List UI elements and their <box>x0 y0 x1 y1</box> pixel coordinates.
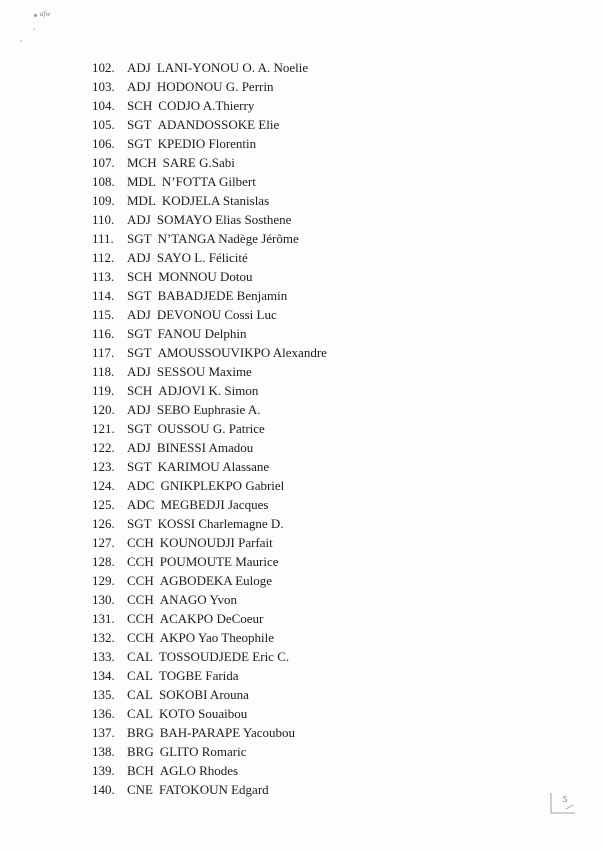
entry-name: AKPO Yao Theophile <box>159 630 274 645</box>
entry-rank: ADJ <box>127 402 151 417</box>
entry-rank: CAL <box>127 706 153 721</box>
entry-rank: SGT <box>127 345 152 360</box>
entry-number: 115. <box>92 307 115 322</box>
entry-number: 105. <box>92 117 115 132</box>
entry-number: 107. <box>92 155 115 170</box>
list-item <box>92 210 327 229</box>
entry-rank: CCH <box>127 554 154 569</box>
entry-name: KARIMOU Alassane <box>157 459 270 474</box>
list-item <box>92 248 327 267</box>
entry-name: FATOKOUN Edgard <box>159 782 269 797</box>
entry-rank: CCH <box>127 611 154 626</box>
list-item <box>92 514 327 533</box>
entry-number: 118. <box>92 364 115 379</box>
entry-name: BAH-PARAPE Yacoubou <box>159 725 296 740</box>
entry-rank: CNE <box>127 782 153 797</box>
entry-name: KODJELA Stanislas <box>161 193 270 208</box>
entry-number: 116. <box>92 326 115 341</box>
entry-rank: CCH <box>127 573 154 588</box>
entry-number: 112. <box>92 250 115 265</box>
list-item <box>92 590 327 609</box>
list-item <box>92 438 327 457</box>
list-item <box>92 609 327 628</box>
list-item <box>92 267 327 286</box>
entry-rank: SGT <box>127 231 152 246</box>
entry-name: KOUNOUDJI Parfait <box>159 535 273 550</box>
entry-rank: ADJ <box>127 212 151 227</box>
entry-name: OUSSOU G. Patrice <box>157 421 265 436</box>
entry-number: 113. <box>92 269 115 284</box>
entry-number: 110. <box>92 212 115 227</box>
entry-number: 126. <box>92 516 115 531</box>
entry-name: ADANDOSSOKE Elie <box>157 117 280 132</box>
entry-rank: CAL <box>127 668 153 683</box>
entry-rank: SGT <box>127 117 152 132</box>
entry-number: 119. <box>92 383 115 398</box>
entry-name: MONNOU Dotou <box>158 269 253 284</box>
entry-number: 138. <box>92 744 115 759</box>
entry-name: AGLO Rhodes <box>159 763 239 778</box>
entry-name: DEVONOU Cossi Luc <box>156 307 277 322</box>
entry-number: 137. <box>92 725 115 740</box>
entry-name: KOSSI Charlemagne D. <box>157 516 284 531</box>
entry-rank: CCH <box>127 535 154 550</box>
entry-name: FANOU Delphin <box>157 326 247 341</box>
entry-rank: CCH <box>127 592 154 607</box>
entry-number: 106. <box>92 136 115 151</box>
entry-rank: MDL <box>127 174 156 189</box>
entry-rank: ADJ <box>127 364 151 379</box>
list-item <box>92 229 327 248</box>
entry-name: SARE G.Sabi <box>162 155 235 170</box>
entry-number: 103. <box>92 79 115 94</box>
list-item <box>92 419 327 438</box>
entry-rank: SGT <box>127 459 152 474</box>
entry-number: 108. <box>92 174 115 189</box>
page-number: 5 <box>563 795 567 804</box>
entry-number: 133. <box>92 649 115 664</box>
entry-rank: ADC <box>127 478 155 493</box>
entry-number: 129. <box>92 573 115 588</box>
entry-rank: MCH <box>127 155 157 170</box>
entry-name: ANAGO Yvon <box>159 592 238 607</box>
entry-number: 114. <box>92 288 115 303</box>
entry-rank: ADJ <box>127 60 151 75</box>
entry-name: N’FOTTA Gilbert <box>161 174 256 189</box>
list-item <box>92 362 327 381</box>
list-item <box>92 571 327 590</box>
entry-rank: SCH <box>127 269 153 284</box>
entry-number: 125. <box>92 497 115 512</box>
entry-number: 132. <box>92 630 115 645</box>
entry-number: 111. <box>92 231 114 246</box>
list-item <box>92 780 327 799</box>
entry-number: 135. <box>92 687 115 702</box>
entry-rank: MDL <box>127 193 156 208</box>
entry-name: TOGBE Farida <box>159 668 239 683</box>
entry-rank: SGT <box>127 421 152 436</box>
entry-name: HODONOU G. Perrin <box>156 79 274 94</box>
entry-name: ACAKPO DeCoeur <box>159 611 264 626</box>
entry-rank: SGT <box>127 326 152 341</box>
entry-number: 121. <box>92 421 115 436</box>
entry-name: POUMOUTE Maurice <box>159 554 279 569</box>
entry-number: 122. <box>92 440 115 455</box>
entry-name: BABADJEDE Benjamin <box>157 288 288 303</box>
list-item <box>92 134 327 153</box>
entry-name: GLITO Romaric <box>159 744 247 759</box>
entry-number: 136. <box>92 706 115 721</box>
list-item <box>92 533 327 552</box>
entry-rank: CAL <box>127 649 153 664</box>
entry-name: ADJOVI K. Simon <box>158 383 259 398</box>
entry-rank: BCH <box>127 763 154 778</box>
entry-number: 120. <box>92 402 115 417</box>
entry-rank: CAL <box>127 687 153 702</box>
entry-name: MEGBEDJI Jacques <box>160 497 269 512</box>
list-item <box>92 381 327 400</box>
list-item <box>92 58 327 77</box>
entry-name: AGBODEKA Euloge <box>159 573 273 588</box>
entry-name: AMOUSSOUVIKPO Alexandre <box>157 345 327 360</box>
list-item <box>92 647 327 666</box>
list-item <box>92 685 327 704</box>
list-item <box>92 723 327 742</box>
entry-name: BINESSI Amadou <box>156 440 254 455</box>
entry-name: LANI-YONOU O. A. Noelie <box>156 60 309 75</box>
entry-name: GNIKPLEKPO Gabriel <box>160 478 285 493</box>
list-item <box>92 628 327 647</box>
entry-number: 128. <box>92 554 115 569</box>
entry-name: SAYO L. Félicité <box>156 250 248 265</box>
entry-rank: ADC <box>127 497 155 512</box>
entry-rank: SGT <box>127 136 152 151</box>
entry-number: 140. <box>92 782 115 797</box>
entry-name: N’TANGA Nadège Jérôme <box>157 231 299 246</box>
entry-name: SOKOBI Arouna <box>159 687 249 702</box>
entry-number: 117. <box>92 345 115 360</box>
list-item <box>92 286 327 305</box>
list-item <box>92 153 327 172</box>
entry-number: 127. <box>92 535 115 550</box>
list-item <box>92 476 327 495</box>
list-item <box>92 324 327 343</box>
entry-name: SESSOU Maxime <box>156 364 252 379</box>
list-item <box>92 761 327 780</box>
entry-rank: ADJ <box>127 250 151 265</box>
list-item <box>92 96 327 115</box>
corner-annotation: afw <box>40 10 51 18</box>
list-item <box>92 343 327 362</box>
list-item <box>92 305 327 324</box>
entry-name: TOSSOUDJEDE Eric C. <box>159 649 290 664</box>
entry-number: 139. <box>92 763 115 778</box>
entry-rank: BRG <box>127 744 154 759</box>
scan-speck <box>20 40 22 42</box>
entry-rank: SGT <box>127 516 152 531</box>
list-item <box>92 172 327 191</box>
list-item <box>92 704 327 723</box>
entry-number: 130. <box>92 592 115 607</box>
entry-number: 123. <box>92 459 115 474</box>
entry-rank: SCH <box>127 98 153 113</box>
entry-rank: SCH <box>127 383 153 398</box>
list-item <box>92 191 327 210</box>
entry-rank: SGT <box>127 288 152 303</box>
list-item <box>92 552 327 571</box>
list-item <box>92 457 327 476</box>
entry-number: 104. <box>92 98 115 113</box>
entry-rank: BRG <box>127 725 154 740</box>
entry-number: 131. <box>92 611 115 626</box>
list-item <box>92 115 327 134</box>
entry-number: 134. <box>92 668 115 683</box>
scan-speck <box>33 28 35 30</box>
entry-number: 109. <box>92 193 115 208</box>
list-item <box>92 400 327 419</box>
entry-name: SOMAYO Elias Sosthene <box>156 212 292 227</box>
list-item <box>92 742 327 761</box>
personnel-list <box>92 58 327 799</box>
list-item <box>92 77 327 96</box>
entry-rank: ADJ <box>127 440 151 455</box>
entry-number: 124. <box>92 478 115 493</box>
entry-rank: CCH <box>127 630 154 645</box>
entry-name: KOTO Souaibou <box>159 706 248 721</box>
entry-name: KPEDIO Florentin <box>157 136 257 151</box>
list-item <box>92 495 327 514</box>
list-item <box>92 666 327 685</box>
entry-name: CODJO A.Thierry <box>158 98 255 113</box>
entry-rank: ADJ <box>127 307 151 322</box>
entry-number: 102. <box>92 60 115 75</box>
entry-rank: ADJ <box>127 79 151 94</box>
entry-name: SEBO Euphrasie A. <box>156 402 261 417</box>
